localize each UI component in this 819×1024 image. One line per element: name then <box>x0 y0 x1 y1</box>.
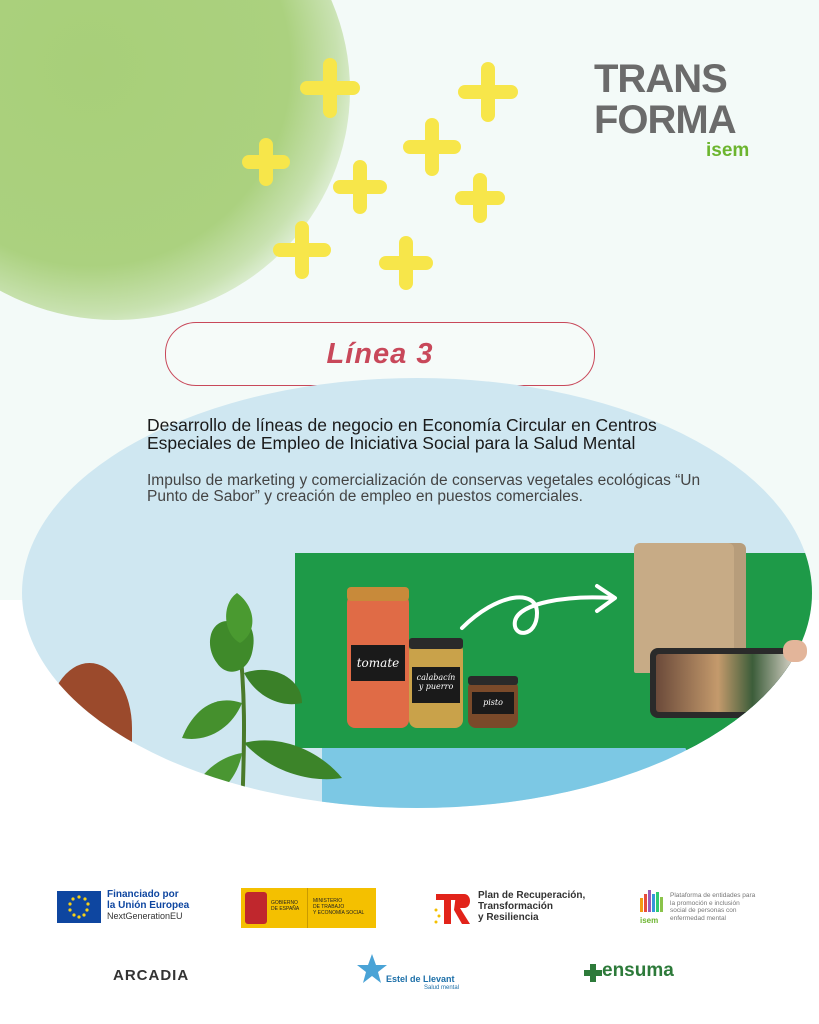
tr-emblem-icon <box>432 890 476 926</box>
star-icon <box>356 952 388 986</box>
gov-line2: DE ESPAÑA <box>271 906 300 912</box>
plan-line2: Transformación <box>478 901 554 912</box>
ensuma-cross-icon <box>584 964 604 982</box>
jar-calabacin <box>409 643 463 728</box>
eu-flag-icon <box>57 891 101 923</box>
plus-icon <box>455 173 505 223</box>
isem-line1: Plataforma de entidades para <box>670 892 756 899</box>
jar-tomate-label: tomate <box>351 645 405 681</box>
plan-recuperacion-logo <box>432 888 602 928</box>
plus-icon <box>458 62 518 122</box>
isem-line2: la promoción e inclusión <box>670 899 740 907</box>
eu-line3: NextGenerationEU <box>107 911 183 921</box>
jar-small <box>468 680 518 728</box>
isem-footer-logo <box>638 888 778 928</box>
plus-icon <box>379 236 433 290</box>
estel-line2: Salud mental <box>424 985 460 991</box>
isem-bars-icon <box>638 888 666 918</box>
isem-line4: enfermedad mental <box>670 914 727 922</box>
plus-icon <box>403 118 461 176</box>
logo-line1: TRANS <box>594 58 727 101</box>
plus-icon <box>242 138 290 186</box>
eu-line1: Financiado por <box>107 889 179 900</box>
line-heading: Desarrollo de líneas de negocio en Economía Circular en Centros Especiales de Empleo de Iniciativa Social para la Salud Mental <box>147 415 657 453</box>
isem-line3: social de personas con <box>670 907 737 914</box>
estel-logo <box>356 952 476 996</box>
jar-calabacin-label2: y puerro <box>418 682 454 691</box>
ensuma-logo <box>584 960 684 988</box>
transforma-logo <box>594 58 769 158</box>
gov-line4: DE TRABAJO <box>313 904 345 910</box>
eu-line2: la Unión Europea <box>107 900 190 911</box>
arrow-icon <box>457 583 627 653</box>
plant-leaf-image <box>172 583 372 808</box>
plan-line1: Plan de Recuperación, <box>478 890 586 901</box>
gov-line1: GOBIERNO <box>271 900 298 906</box>
arcadia-logo: ARCADIA <box>113 967 190 984</box>
linea-title: Línea 3 <box>326 337 434 370</box>
plus-icon <box>300 58 360 118</box>
gov-line3: MINISTERIO <box>313 898 343 904</box>
jar-small-label: pisto <box>472 692 514 714</box>
gobierno-logo <box>241 888 377 928</box>
gov-line5: Y ECONOMÍA SOCIAL <box>313 910 365 916</box>
coat-of-arms-icon <box>245 892 267 924</box>
linea-pill <box>165 322 595 386</box>
logo-line2: FORMA <box>594 98 736 142</box>
plus-icon <box>273 221 331 279</box>
plan-line3: y Resiliencia <box>478 912 539 923</box>
estel-line1: Estel de Llevant <box>386 974 455 984</box>
hand-image <box>783 640 807 662</box>
ensuma-text: ensuma <box>602 960 674 981</box>
eu-funding-logo <box>57 889 217 925</box>
yellow-plus-decorations <box>230 55 530 300</box>
tablet-image <box>650 648 800 718</box>
line-description: Impulso de marketing y comercialización de conservas vegetales ecológicas “Un Punto de Sabor” y creación de empleo en puestos comerciales. <box>147 472 701 505</box>
person-hair-image <box>47 663 132 793</box>
plus-icon <box>333 160 387 214</box>
logo-sub: isem <box>706 140 750 158</box>
jar-calabacin-label1: calabacín <box>416 673 456 682</box>
isem-footer-text: isem <box>640 916 659 925</box>
